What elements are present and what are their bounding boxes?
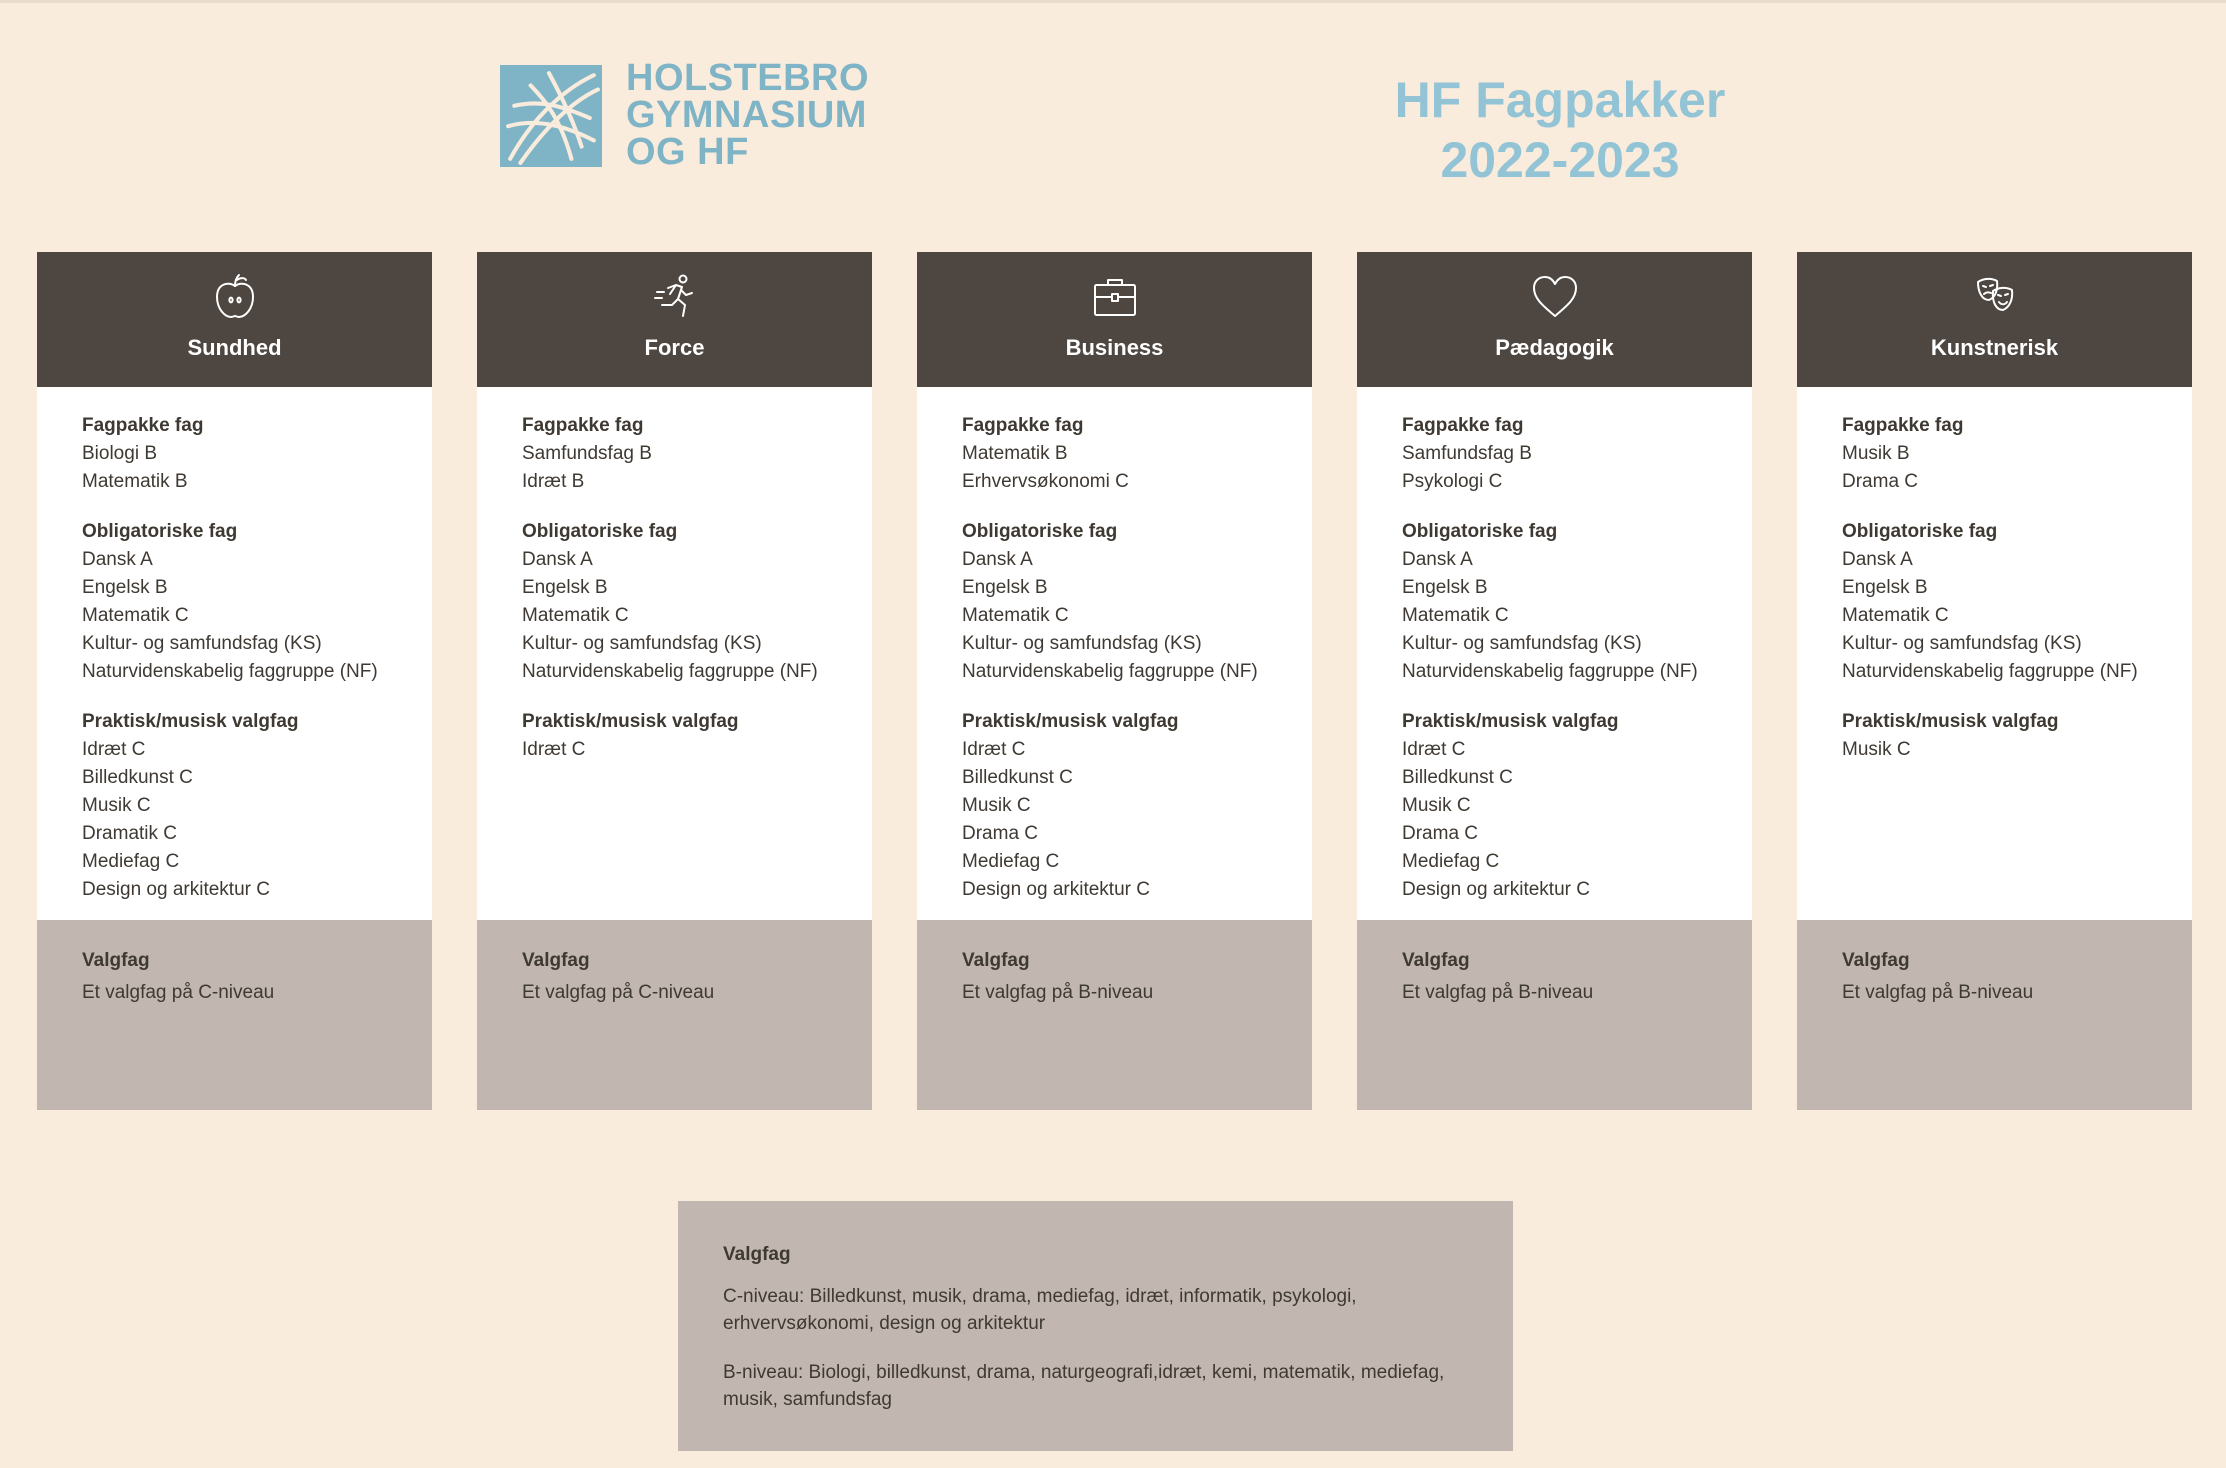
list-item: Engelsk B <box>962 577 1048 598</box>
section-title: Obligatoriske fag <box>82 521 238 542</box>
footer-text: Et valgfag på C-niveau <box>82 982 275 1003</box>
section-title: Praktisk/musisk valgfag <box>82 711 299 732</box>
section-praktisk-musisk-valgfag <box>522 708 862 764</box>
heart-icon <box>1530 272 1580 322</box>
list-item: Matematik B <box>962 443 1068 464</box>
list-item: Engelsk B <box>522 577 608 598</box>
list-item: Kultur- og samfundsfag (KS) <box>522 633 762 654</box>
list-item: Matematik C <box>1402 605 1509 626</box>
list-item: Idræt C <box>1402 739 1466 760</box>
footer-text: Et valgfag på B-niveau <box>1842 982 2034 1003</box>
package-card-sundhed <box>37 252 432 1110</box>
footer-title: Valgfag <box>1402 950 1470 971</box>
list-item: Kultur- og samfundsfag (KS) <box>82 633 322 654</box>
card-header <box>917 252 1312 387</box>
footer-text: Et valgfag på B-niveau <box>1402 982 1594 1003</box>
section-praktisk-musisk-valgfag <box>82 708 422 904</box>
list-item: Idræt C <box>522 739 586 760</box>
list-item: Matematik C <box>1842 605 1949 626</box>
list-item: Drama C <box>962 823 1039 844</box>
page-title-line-1: HF Fagpakker <box>1394 72 1726 128</box>
footer-text: Et valgfag på B-niveau <box>962 982 1154 1003</box>
card-body <box>1357 387 1752 920</box>
list-item: Design og arkitektur C <box>962 879 1150 900</box>
section-title: Fagpakke fag <box>82 415 204 436</box>
package-card-force <box>477 252 872 1110</box>
footer-title: Valgfag <box>522 950 590 971</box>
footer-title: Valgfag <box>1842 950 1910 971</box>
section-fagpakke-fag <box>522 412 862 496</box>
list-item: Naturvidenskabelig faggruppe (NF) <box>1842 661 2138 682</box>
list-item: Design og arkitektur C <box>1402 879 1590 900</box>
section-title: Praktisk/musisk valgfag <box>962 711 1179 732</box>
list-item: Dansk A <box>522 549 593 570</box>
valgfag-title: Valgfag <box>723 1244 791 1265</box>
section-title: Praktisk/musisk valgfag <box>1842 711 2059 732</box>
section-title: Praktisk/musisk valgfag <box>522 711 739 732</box>
card-title: Kunstnerisk <box>1930 335 2059 360</box>
section-obligatoriske-fag <box>82 518 422 686</box>
card-header <box>1797 252 2192 387</box>
list-item: Naturvidenskabelig faggruppe (NF) <box>522 661 818 682</box>
list-item: Kultur- og samfundsfag (KS) <box>1842 633 2082 654</box>
valgfag-c-niveau: C-niveau: Billedkunst, musik, drama, mediefag, idræt, informatik, psykologi, erhvervsøkonomi, design og arkitektur <box>723 1286 1357 1334</box>
footer-title: Valgfag <box>962 950 1030 971</box>
logo-line-2: GYMNASIUM <box>626 94 867 136</box>
card-title: Business <box>1065 335 1164 360</box>
list-item: Kultur- og samfundsfag (KS) <box>1402 633 1642 654</box>
section-title: Obligatoriske fag <box>962 521 1118 542</box>
list-item: Erhvervsøkonomi C <box>962 471 1129 492</box>
list-item: Musik C <box>82 795 151 816</box>
card-title: Pædagogik <box>1495 335 1614 360</box>
section-fagpakke-fag <box>962 412 1302 496</box>
list-item: Drama C <box>1842 471 1919 492</box>
card-title: Sundhed <box>187 335 282 360</box>
card-footer <box>1357 920 1752 1110</box>
footer-text: Et valgfag på C-niveau <box>522 982 715 1003</box>
school-logo <box>500 57 870 173</box>
list-item: Matematik C <box>82 605 189 626</box>
list-item: Dansk A <box>1842 549 1913 570</box>
apple-icon <box>210 272 260 322</box>
list-item: Musik B <box>1842 443 1910 464</box>
section-praktisk-musisk-valgfag <box>1842 708 2182 764</box>
section-obligatoriske-fag <box>962 518 1302 686</box>
section-title: Obligatoriske fag <box>1842 521 1998 542</box>
logo-wordmark <box>626 57 870 173</box>
section-praktisk-musisk-valgfag <box>1402 708 1742 904</box>
list-item: Billedkunst C <box>962 767 1073 788</box>
list-item: Dansk A <box>82 549 153 570</box>
list-item: Design og arkitektur C <box>82 879 270 900</box>
section-obligatoriske-fag <box>1842 518 2182 686</box>
list-item: Matematik B <box>82 471 188 492</box>
list-item: Mediefag C <box>962 851 1060 872</box>
list-item: Psykologi C <box>1402 471 1503 492</box>
list-item: Naturvidenskabelig faggruppe (NF) <box>82 661 378 682</box>
list-item: Samfundsfag B <box>1402 443 1532 464</box>
section-title: Fagpakke fag <box>522 415 644 436</box>
section-title: Fagpakke fag <box>1842 415 1964 436</box>
section-fagpakke-fag <box>1842 412 2182 496</box>
card-title: Force <box>644 335 705 360</box>
valgfag-info-box <box>678 1201 1513 1451</box>
list-item: Idræt C <box>82 739 146 760</box>
top-divider <box>0 0 2226 3</box>
list-item: Musik C <box>1402 795 1471 816</box>
list-item: Dansk A <box>1402 549 1473 570</box>
section-title: Obligatoriske fag <box>522 521 678 542</box>
list-item: Kultur- og samfundsfag (KS) <box>962 633 1202 654</box>
footer-title: Valgfag <box>82 950 150 971</box>
logo-line-3: OG HF <box>626 131 749 173</box>
theater-masks-icon <box>1970 272 2020 322</box>
list-item: Mediefag C <box>1402 851 1500 872</box>
list-item: Idræt C <box>962 739 1026 760</box>
card-body <box>917 387 1312 920</box>
card-footer <box>477 920 872 1110</box>
card-footer <box>1797 920 2192 1110</box>
list-item: Biologi B <box>82 443 157 464</box>
list-item: Engelsk B <box>1842 577 1928 598</box>
card-footer <box>37 920 432 1110</box>
list-item: Engelsk B <box>1402 577 1488 598</box>
card-footer <box>917 920 1312 1110</box>
package-card-kunstnerisk <box>1797 252 2192 1110</box>
list-item: Naturvidenskabelig faggruppe (NF) <box>962 661 1258 682</box>
list-item: Musik C <box>1842 739 1911 760</box>
list-item: Dansk A <box>962 549 1033 570</box>
card-body <box>37 387 432 920</box>
valgfag-b-niveau: B-niveau: Biologi, billedkunst, drama, naturgeografi,idræt, kemi, matematik, mediefag, musik, samfundsfag <box>723 1362 1445 1410</box>
section-title: Praktisk/musisk valgfag <box>1402 711 1619 732</box>
section-title: Fagpakke fag <box>1402 415 1524 436</box>
card-body <box>1797 387 2192 920</box>
card-header <box>1357 252 1752 387</box>
list-item: Matematik C <box>522 605 629 626</box>
list-item: Mediefag C <box>82 851 180 872</box>
section-obligatoriske-fag <box>1402 518 1742 686</box>
list-item: Samfundsfag B <box>522 443 652 464</box>
list-item: Musik C <box>962 795 1031 816</box>
list-item: Idræt B <box>522 471 585 492</box>
section-praktisk-musisk-valgfag <box>962 708 1302 904</box>
card-body <box>477 387 872 920</box>
list-item: Drama C <box>1402 823 1479 844</box>
section-title: Fagpakke fag <box>962 415 1084 436</box>
page-title <box>1290 70 1830 190</box>
briefcase-icon <box>1090 272 1140 322</box>
list-item: Billedkunst C <box>1402 767 1513 788</box>
package-card-paedagogik <box>1357 252 1752 1110</box>
card-header <box>37 252 432 387</box>
holstebro-logo-icon <box>500 65 602 167</box>
section-fagpakke-fag <box>82 412 422 496</box>
list-item: Dramatik C <box>82 823 178 844</box>
card-header <box>477 252 872 387</box>
list-item: Matematik C <box>962 605 1069 626</box>
running-person-icon <box>650 272 700 322</box>
logo-line-1: HOLSTEBRO <box>626 57 870 99</box>
list-item: Engelsk B <box>82 577 168 598</box>
package-columns <box>37 252 2192 1110</box>
list-item: Billedkunst C <box>82 767 193 788</box>
section-title: Obligatoriske fag <box>1402 521 1558 542</box>
list-item: Naturvidenskabelig faggruppe (NF) <box>1402 661 1698 682</box>
page-title-line-2: 2022-2023 <box>1440 132 1680 188</box>
package-card-business <box>917 252 1312 1110</box>
section-fagpakke-fag <box>1402 412 1742 496</box>
section-obligatoriske-fag <box>522 518 862 686</box>
